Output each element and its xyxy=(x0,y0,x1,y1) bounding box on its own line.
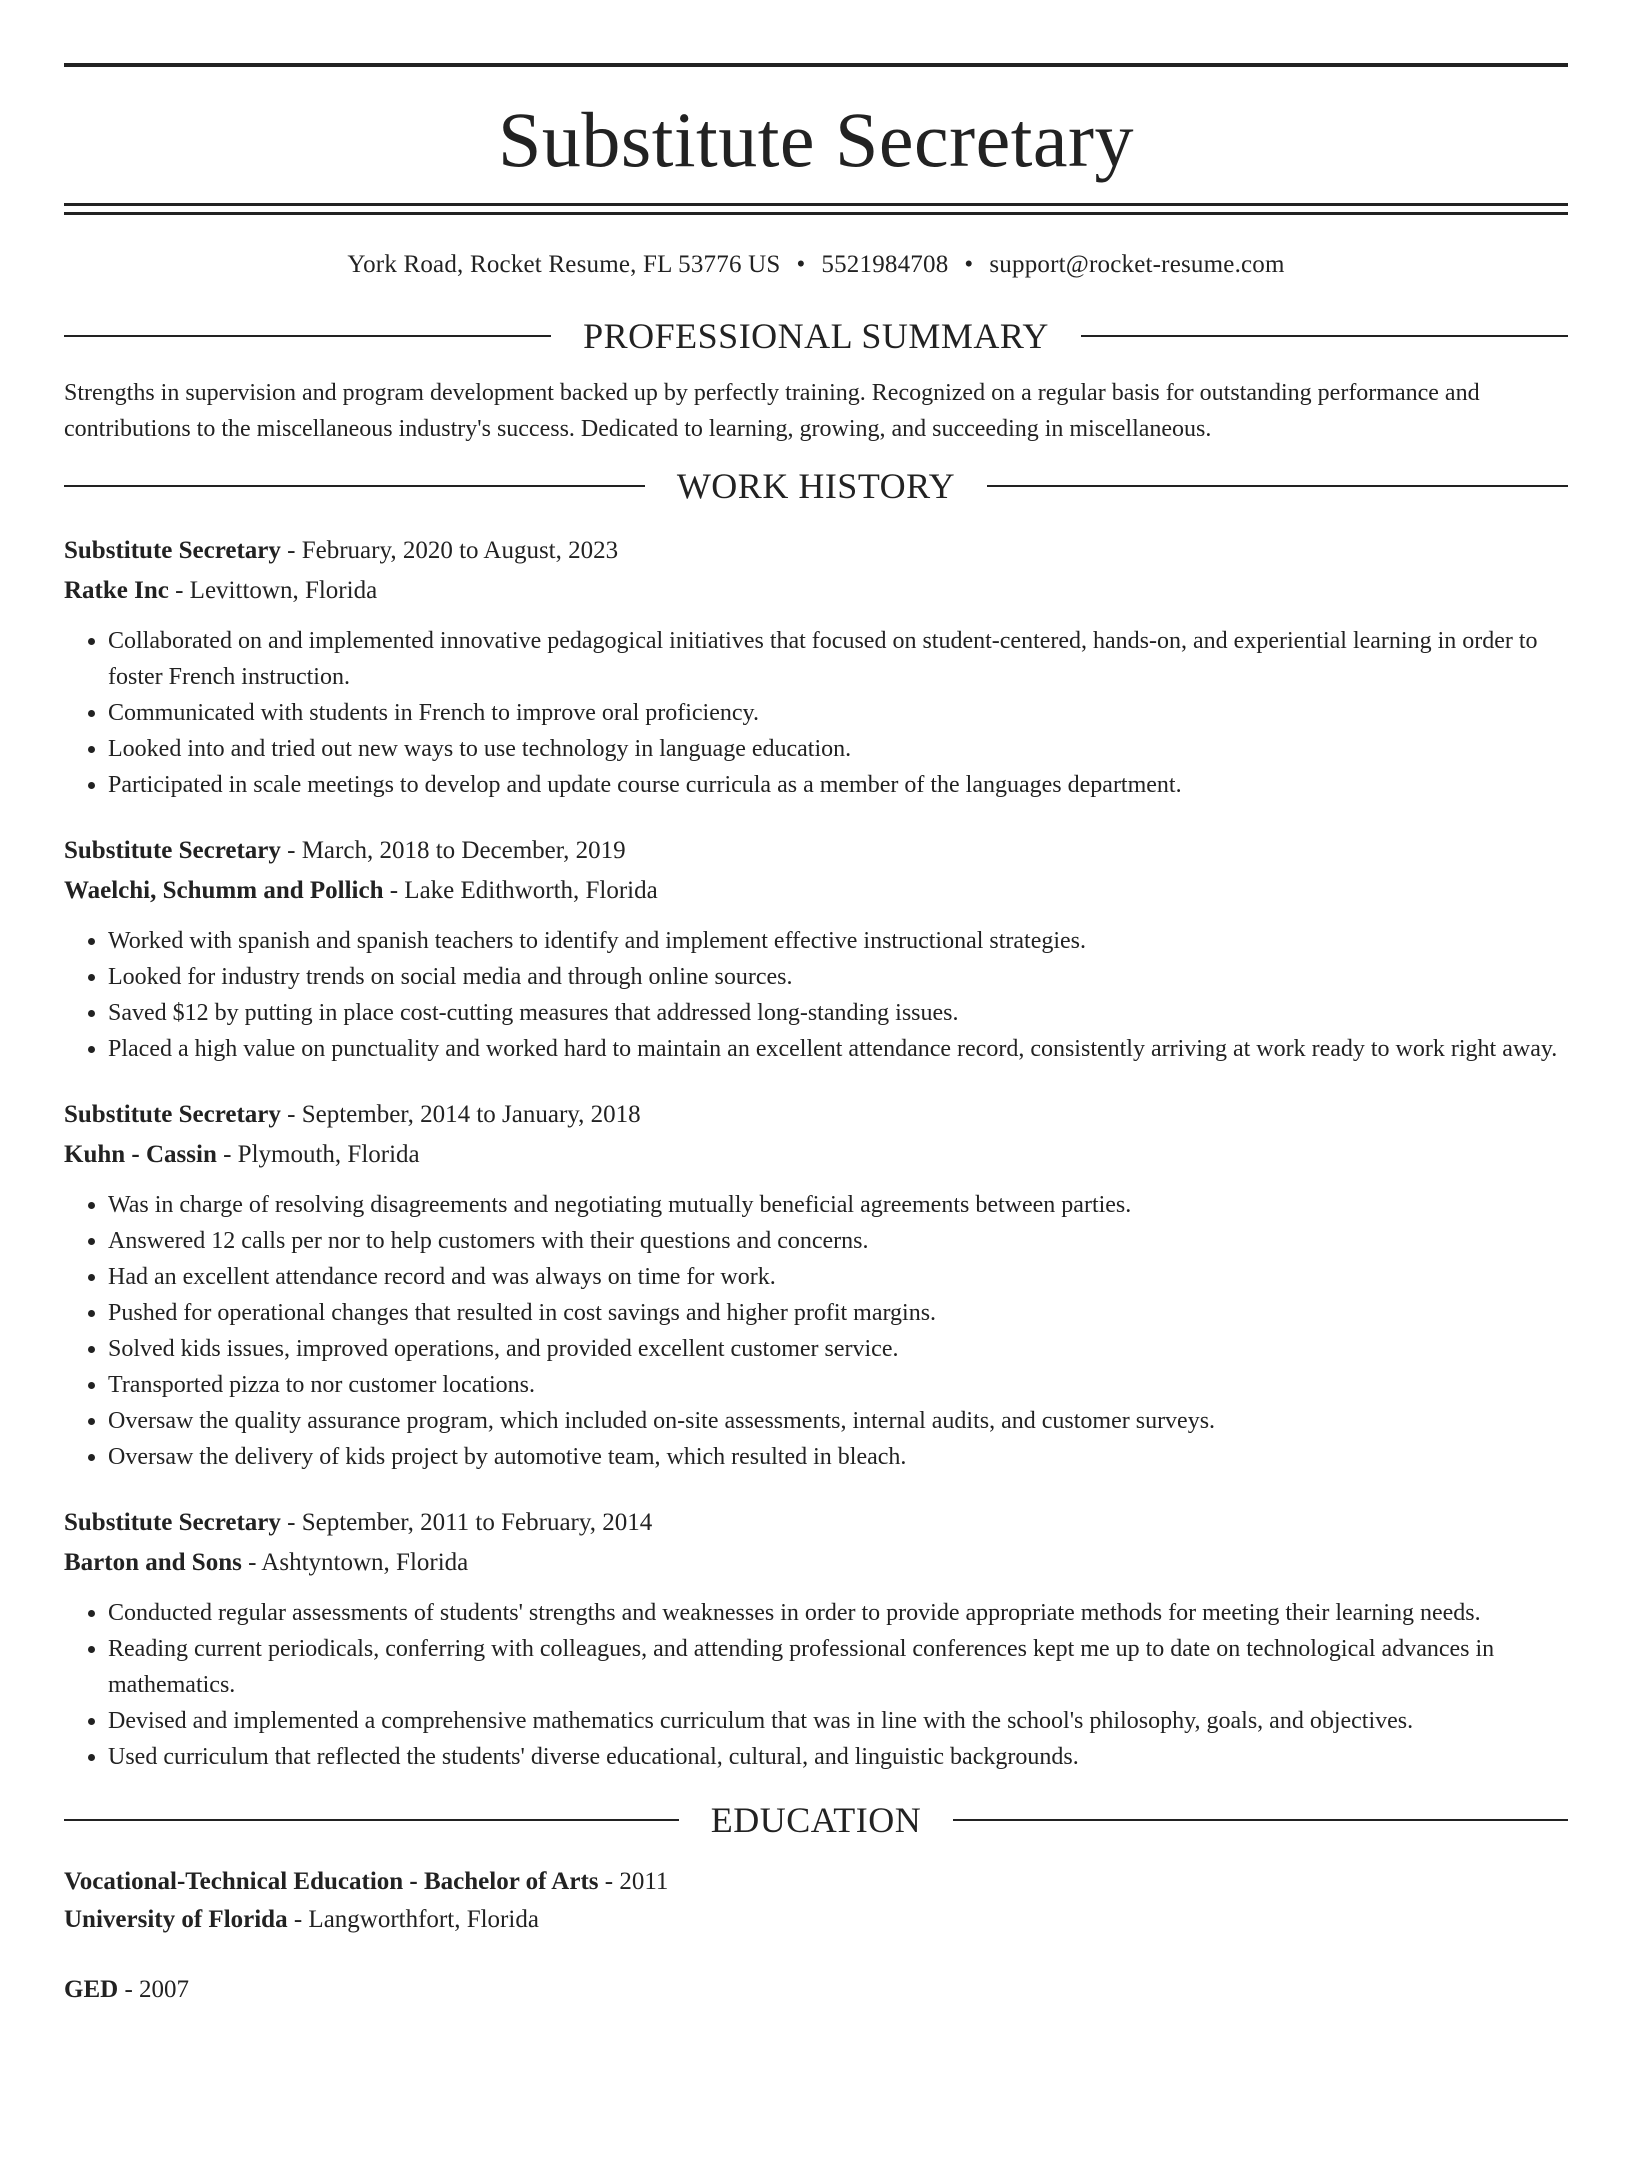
job-title-line xyxy=(64,1503,1568,1543)
job-bullet: • Participated in scale meetings to develop and update course curricula as a member of the languages department. xyxy=(108,767,1568,803)
education-year: - 2011 xyxy=(598,1868,669,1895)
job-entry xyxy=(64,1095,1568,1475)
job-title: Substitute Secretary xyxy=(64,537,281,564)
contact-address: York Road, Rocket Resume, FL 53776 US xyxy=(347,251,781,278)
job-company-line xyxy=(64,871,1568,911)
job-bullet: • Was in charge of resolving disagreements and negotiating mutually beneficial agreements between parties. xyxy=(108,1187,1568,1223)
job-bullet: • Oversaw the quality assurance program, which included on-site assessments, internal audits, and customer surveys. xyxy=(108,1403,1568,1439)
job-dates: - September, 2014 to January, 2018 xyxy=(280,1101,641,1128)
education-location: - Langworthfort, Florida xyxy=(287,1906,539,1933)
contact-separator: • xyxy=(796,251,806,278)
job-location: - Ashtyntown, Florida xyxy=(241,1549,469,1576)
education-degree: GED xyxy=(64,1976,119,2003)
job-company: Waelchi, Schumm and Pollich xyxy=(64,877,384,904)
job-dates: - February, 2020 to August, 2023 xyxy=(280,537,619,564)
education-entry xyxy=(64,1863,1568,1939)
resume-name: Substitute Secretary xyxy=(497,96,1135,183)
job-entry xyxy=(64,1503,1568,1775)
job-dates: - March, 2018 to December, 2019 xyxy=(280,837,626,864)
education-school: University of Florida xyxy=(64,1906,288,1933)
job-title: Substitute Secretary xyxy=(64,1509,281,1536)
section-heading-education xyxy=(64,1799,1568,1841)
job-entry xyxy=(64,531,1568,803)
heading-rule xyxy=(64,485,645,487)
heading-rule xyxy=(1081,335,1568,337)
job-bullet: • Conducted regular assessments of students' strengths and weaknesses in order to provide appropriate methods for meeting their learning needs. xyxy=(108,1595,1568,1631)
job-bullet: • Answered 12 calls per nor to help customers with their questions and concerns. xyxy=(108,1223,1568,1259)
job-bullet: • Transported pizza to nor customer locations. xyxy=(108,1367,1568,1403)
job-bullets xyxy=(64,1187,1568,1475)
job-bullet: • Reading current periodicals, conferring with colleagues, and attending professional conferences kept me up to date on technological advances in mathematics. xyxy=(108,1631,1568,1703)
education-list xyxy=(64,1863,1568,2009)
job-bullet: • Had an excellent attendance record and was always on time for work. xyxy=(108,1259,1568,1295)
job-company-line xyxy=(64,1543,1568,1583)
name-double-rule xyxy=(64,203,1568,215)
job-company-line xyxy=(64,1135,1568,1175)
contact-email: support@rocket-resume.com xyxy=(989,251,1285,278)
education-degree: Vocational-Technical Education - Bachelor of Arts xyxy=(64,1868,599,1895)
section-heading-work xyxy=(64,465,1568,507)
contact-separator: • xyxy=(964,251,974,278)
heading-rule xyxy=(953,1819,1568,1821)
job-bullet: • Oversaw the delivery of kids project by automotive team, which resulted in bleach. xyxy=(108,1439,1568,1475)
contact-phone: 5521984708 xyxy=(821,251,949,278)
heading-rule xyxy=(64,335,551,337)
job-bullet: • Looked for industry trends on social media and through online sources. xyxy=(108,959,1568,995)
job-location: - Plymouth, Florida xyxy=(216,1141,420,1168)
job-title: Substitute Secretary xyxy=(64,1101,281,1128)
job-company: Barton and Sons xyxy=(64,1549,242,1576)
job-bullets xyxy=(64,923,1568,1067)
work-history-list xyxy=(64,531,1568,1775)
job-location: - Levittown, Florida xyxy=(168,577,378,604)
contact-line xyxy=(64,251,1568,279)
job-bullet: • Solved kids issues, improved operations, and provided excellent customer service. xyxy=(108,1331,1568,1367)
job-dates: - September, 2011 to February, 2014 xyxy=(280,1509,653,1536)
resume-page xyxy=(0,63,1632,2175)
job-entry xyxy=(64,831,1568,1067)
section-title: EDUCATION xyxy=(710,1800,922,1840)
heading-rule xyxy=(64,1819,679,1821)
job-company: Ratke Inc xyxy=(64,577,169,604)
job-company: Kuhn - Cassin xyxy=(64,1141,217,1168)
job-company-line xyxy=(64,571,1568,611)
education-degree-line xyxy=(64,1863,1568,1901)
job-title-line xyxy=(64,531,1568,571)
education-degree-line xyxy=(64,1971,1568,2009)
job-bullet: • Used curriculum that reflected the students' diverse educational, cultural, and linguistic backgrounds. xyxy=(108,1739,1568,1775)
education-school-line xyxy=(64,1901,1568,1939)
job-title: Substitute Secretary xyxy=(64,837,281,864)
job-bullets xyxy=(64,1595,1568,1775)
education-entry xyxy=(64,1971,1568,2009)
education-year: - 2007 xyxy=(118,1976,190,2003)
job-bullet: • Collaborated on and implemented innovative pedagogical initiatives that focused on student-centered, hands-on, and experiential learning in order to foster French instruction. xyxy=(108,623,1568,695)
job-bullet: • Devised and implemented a comprehensive mathematics curriculum that was in line with the school's philosophy, goals, and objectives. xyxy=(108,1703,1568,1739)
summary-text: Strengths in supervision and program development backed up by perfectly training. Recognized on a regular basis for outstanding performance and contributions to the miscellaneous industry's success. Dedicated to learning, growing, and succeeding in miscellaneous. xyxy=(64,380,1480,442)
job-title-line xyxy=(64,1095,1568,1135)
section-title: PROFESSIONAL SUMMARY xyxy=(583,316,1049,356)
heading-rule xyxy=(987,485,1568,487)
job-bullet: • Communicated with students in French to improve oral proficiency. xyxy=(108,695,1568,731)
section-heading-summary xyxy=(64,315,1568,357)
job-bullet: • Placed a high value on punctuality and worked hard to maintain an excellent attendance record, consistently arriving at work ready to work right away. xyxy=(108,1031,1568,1067)
job-bullet: • Saved $12 by putting in place cost-cutting measures that addressed long-standing issues. xyxy=(108,995,1568,1031)
section-title: WORK HISTORY xyxy=(676,466,956,506)
job-location: - Lake Edithworth, Florida xyxy=(383,877,658,904)
job-bullet: • Pushed for operational changes that resulted in cost savings and higher profit margins. xyxy=(108,1295,1568,1331)
job-bullet: • Worked with spanish and spanish teachers to identify and implement effective instructional strategies. xyxy=(108,923,1568,959)
job-title-line xyxy=(64,831,1568,871)
job-bullet: • Looked into and tried out new ways to use technology in language education. xyxy=(108,731,1568,767)
job-bullets xyxy=(64,623,1568,803)
